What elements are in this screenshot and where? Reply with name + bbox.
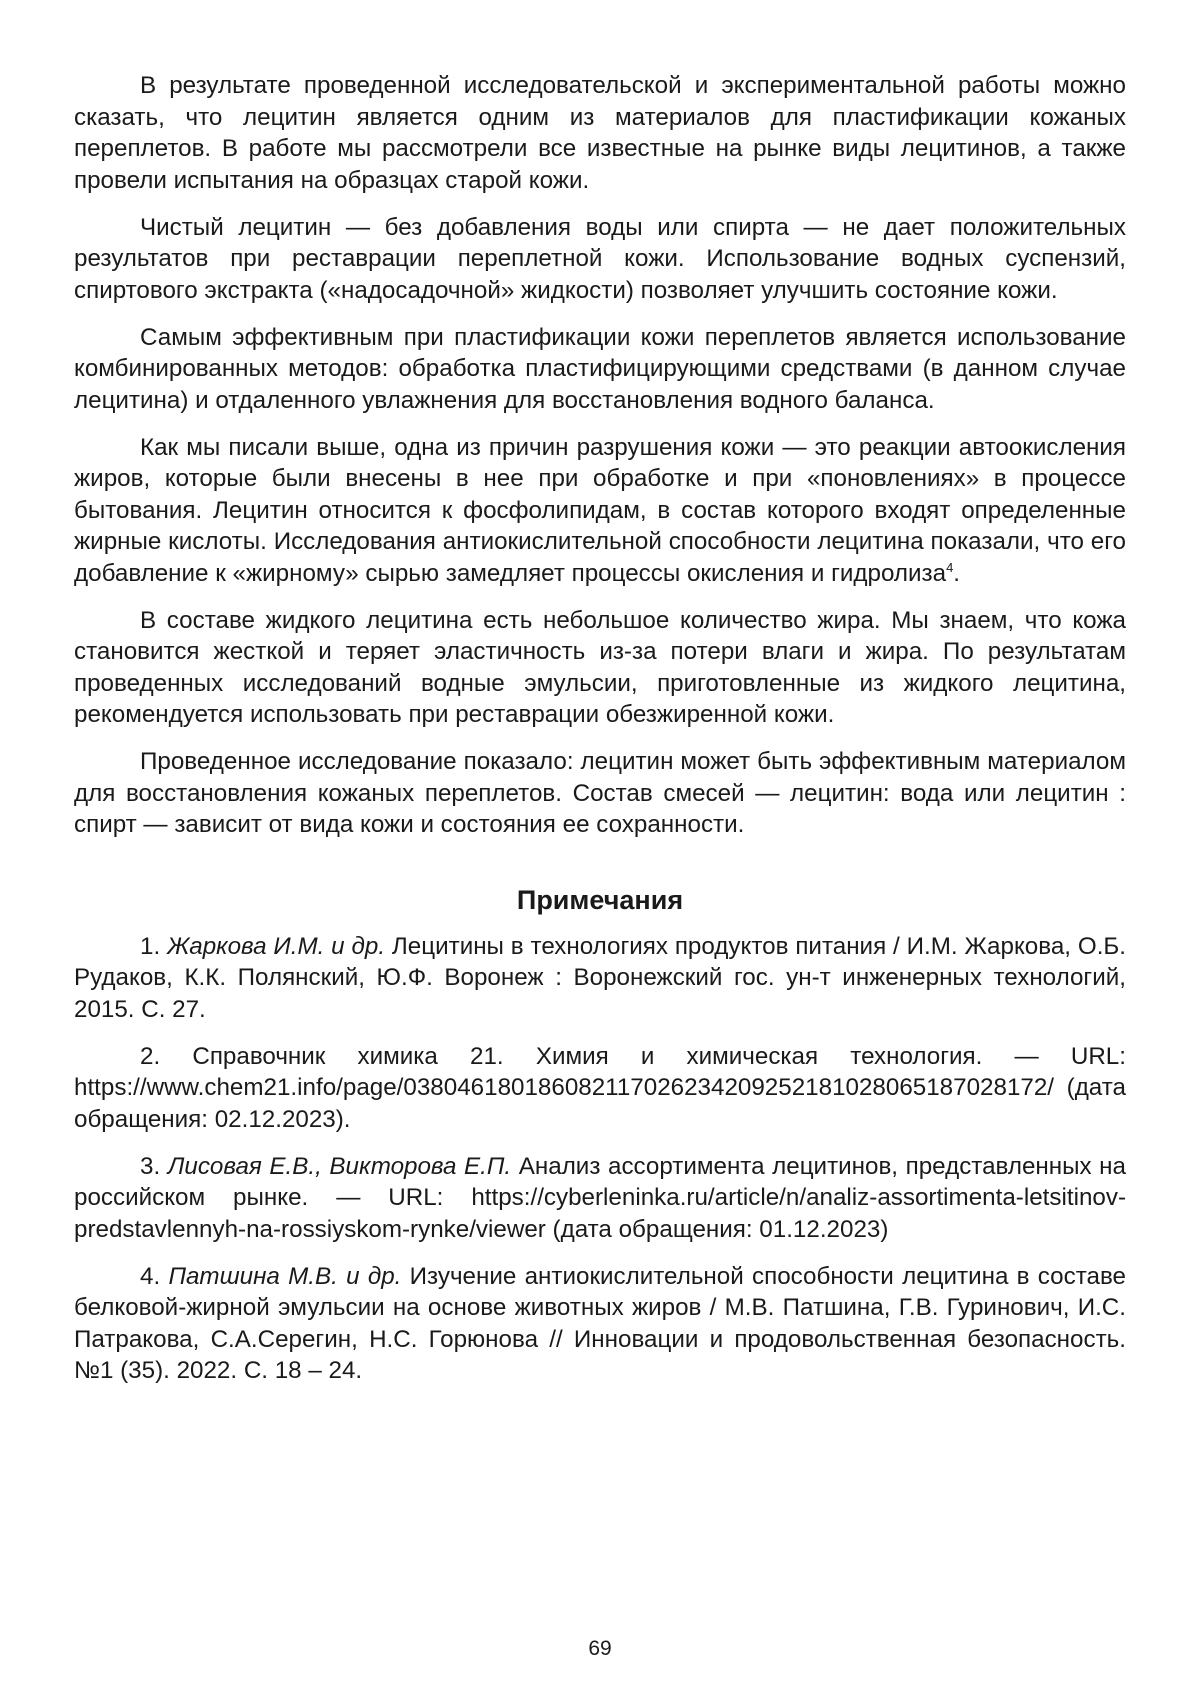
note-author: Лисовая Е.В., Викторова Е.П. [167,1152,512,1180]
note-item [74,1261,1126,1387]
note-text: Анализ ассортимента лецитинов, представленных на российском рынке. — URL: https://cyberleninka.ru/article/n/analiz-assortimenta-letsitinov-predstavlennyh-na-rossiyskom-rynke/viewer (дата обращения: 01.12.2023) [74,1152,1126,1243]
note-author: Жаркова И.М. и др. [167,932,386,960]
body-paragraph: В результате проведенной исследовательской и экспериментальной работы можно сказать, что лецитин является одним из материалов для пластификации кожаных переплетов. В работе мы рассмотрели все известные на рынке виды лецитинов, а также провели испытания на образцах старой кожи. [74,72,1126,194]
page-content [74,70,1126,1402]
paragraph-end: . [953,559,961,587]
paragraph-text: Как мы писали выше, одна из причин разрушения кожи — это реакции автоокисления жиров, которые были внесены в нее при обработке и при «поновлениях» в процессе бытования. Лецитин относится к фосфолипидам, в состав которого входят определенные жирные кислоты. Исследования антиокислительной способности лецитина показали, что его добавление к «жирному» сырью замедляет процессы окисления и гидролиза [74,433,1126,587]
body-paragraph-with-footnote [74,432,1126,590]
note-text: Лецитины в технологиях продуктов питания / И.М. Жаркова, О.Б. Рудаков, К.К. Полянский, Ю.Ф. Воронеж : Воронежский гос. ун-т инженерных технологий, 2015. С. 27. [74,932,1127,1023]
note-text: Справочник химика 21. Химия и химическая технология. — URL: https://www.chem21.info/page/038046180186082117026234209252181028065187028172/ (дата обращения: 02.12.2023). [74,1042,1126,1133]
note-number: 1. [140,932,161,960]
note-text: Изучение антиокислительной способности лецитина в составе белковой-жирной эмульсии на основе животных жиров / М.В. Патшина, Г.В. Гуринович, И.С. Патракова, С.А.Серегин, Н.С. Горюнова // Инновации и продовольственная безопасность. №1 (35). 2022. С. 18 – 24. [74,1262,1126,1384]
page-number: 69 [588,1637,612,1660]
body-paragraph: Самым эффективным при пластификации кожи переплетов является использование комбинированных методов: обработка пластифицирующими средствами (в данном случае лецитина) и отдаленного увлажнения для восстановления водного баланса. [74,323,1126,414]
note-author: Патшина М.В. и др. [168,1262,402,1290]
note-number: 4. [140,1262,161,1290]
note-item [74,931,1126,1026]
body-paragraph: Проведенное исследование показало: лецитин может быть эффективным материалом для восстановления кожаных переплетов. Состав смесей — лецитин: вода или лецитин : спирт — зависит от вида кожи и состояния ее сохранности. [74,748,1126,838]
footnote-reference[interactable]: 4 [946,559,954,575]
body-paragraph: В составе жидкого лецитина есть небольшое количество жира. Мы знаем, что кожа становится жесткой и теряет эластичность из-за потери влаги и жира. По результатам проведенных исследований водные эмульсии, приготовленные из жидкого лецитина, рекомендуется использовать при реставрации обезжиренной кожи. [74,606,1126,728]
notes-heading: Примечания [516,884,684,915]
body-paragraph: Чистый лецитин — без добавления воды или спирта — не дает положительных результатов при реставрации переплетной кожи. Использование водных суспензий, спиртового экстракта («надосадочной» жидкости) позволяет улучшить состояние кожи. [74,213,1126,304]
note-number: 2. [140,1042,161,1070]
note-item [74,1041,1126,1136]
note-number: 3. [140,1152,161,1180]
note-item [74,1151,1126,1246]
